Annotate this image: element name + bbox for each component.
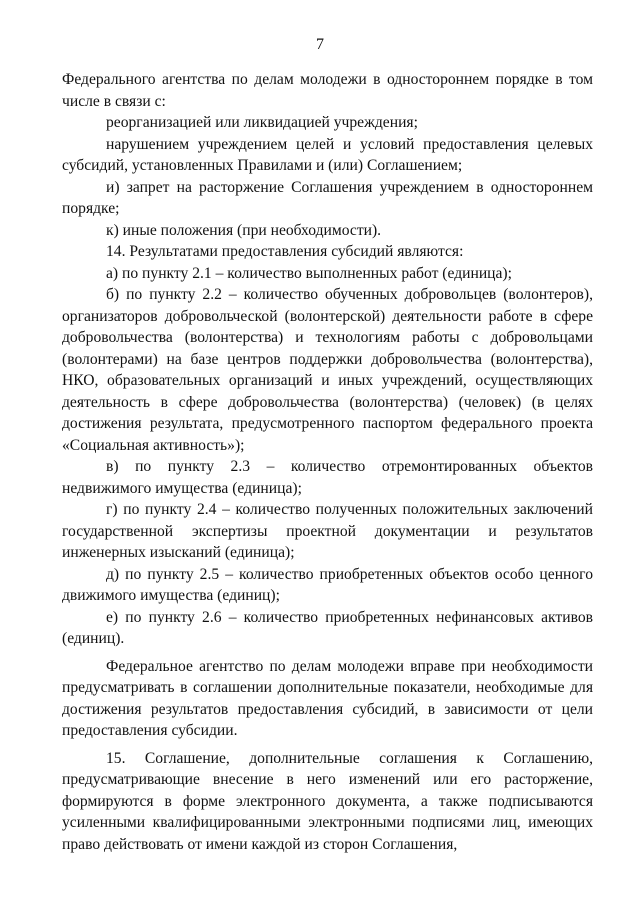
- paragraph: к) иные положения (при необходимости).: [106, 221, 382, 239]
- paragraph: е) по пункту 2.6 – количество приобретенных нефинансовых активов (единиц).: [62, 608, 593, 647]
- paragraph: 15. Соглашение, дополнительные соглашения к Соглашению, предусматривающие внесение в него изменений или его расторжение, формируются в форме электронного документа, а также подписываются усиленными квалифицированными электронными подписями лиц, имеющих право действовать от имени каждой из сторон Соглашения,: [62, 749, 593, 853]
- paragraph: 14. Результатами предоставления субсидий являются:: [106, 243, 464, 260]
- page-number: 7: [316, 36, 324, 53]
- paragraph: а) по пункту 2.1 – количество выполненных работ (единица);: [106, 264, 512, 282]
- paragraph: в) по пункту 2.3 – количество отремонтированных объектов недвижимого имущества (единица);: [62, 458, 593, 497]
- paragraph: реорганизацией или ликвидацией учреждения;: [106, 114, 418, 131]
- paragraph: д) по пункту 2.5 – количество приобретенных объектов особо ценного движимого имущества (единиц);: [62, 565, 593, 604]
- paragraph: б) по пункту 2.2 – количество обученных добровольцев (волонтеров), организаторов добровольческой (волонтерской) деятельности работе в сфере добровольчества (волонтерства) и технологиям работы с добровольцами (волонтерами) на базе центров поддержки добровольчества (волонтерства), НКО, образовательных организаций и иных учреждений, осуществляющих деятельность в сфере добровольчества (волонтерства) (человек) (в целях достижения результата, предусмотренного паспортом федерального проекта «Социальная активность»);: [62, 286, 593, 454]
- paragraph: Федеральное агентство по делам молодежи вправе при необходимости предусматривать в соглашении дополнительные показатели, необходимые для достижения результатов предоставления субсидий, в зависимости от цели предоставления субсидии.: [62, 657, 593, 739]
- paragraph: нарушением учреждением целей и условий предоставления целевых субсидий, установленных Правилами и (или) Соглашением;: [62, 135, 593, 174]
- paragraph: г) по пункту 2.4 – количество полученных положительных заключений государственной экспертизы проектной документации и результатов инженерных изысканий (единица);: [62, 501, 593, 561]
- body-text: [62, 69, 593, 855]
- paragraph: Федерального агентства по делам молодежи в одностороннем порядке в том числе в связи с:: [62, 71, 593, 110]
- paragraph: и) запрет на расторжение Соглашения учреждением в одностороннем порядке;: [62, 178, 593, 217]
